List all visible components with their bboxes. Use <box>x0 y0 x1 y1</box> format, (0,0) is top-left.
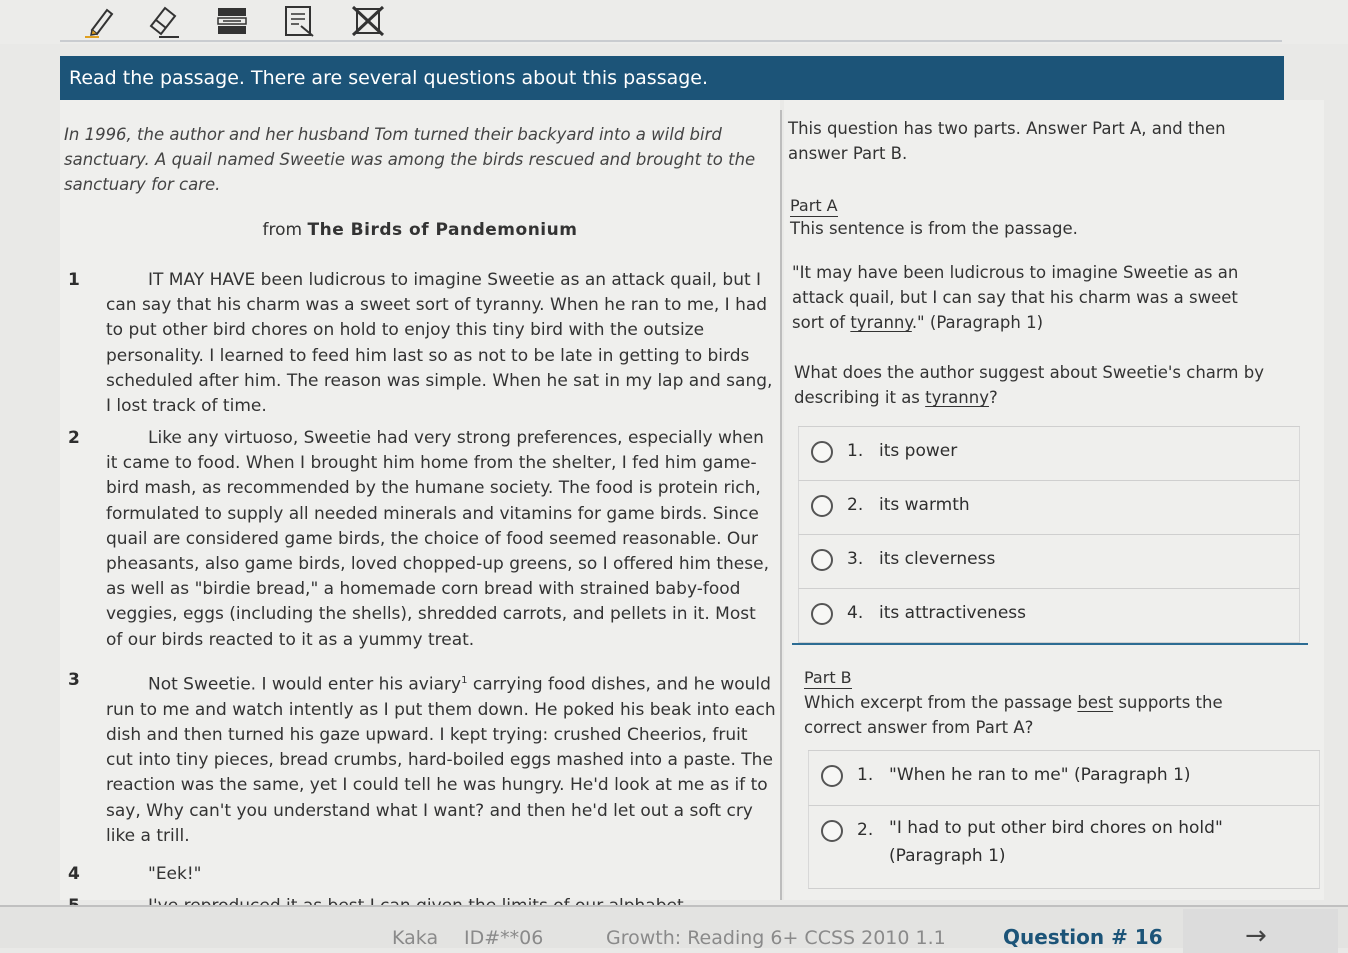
prompt-text: What does the author suggest about Sweetie's charm by describing it as <box>794 363 1264 407</box>
radio-button[interactable] <box>821 820 843 842</box>
option-text: its power <box>879 441 958 461</box>
radio-button[interactable] <box>811 441 833 463</box>
student-name: Kaka <box>392 927 439 949</box>
toolbar-divider <box>60 40 1282 42</box>
footer-bar <box>0 905 1348 951</box>
prompt-text: ? <box>988 388 998 407</box>
line-reader-icon[interactable] <box>212 2 252 40</box>
paragraph-text: IT MAY HAVE been ludicrous to imagine Sweetie as an attack quail, but I can say that his charm was a sweet sort of tyranny. When he ran to me, I had to put other bird chores on hold to enjoy this tiny bird with the outsize personality. I learned to feed him last so as not to be late in getting to birds scheduled after him. The reason was simple. When he sat in my lap and sang, I lost track of time. <box>106 270 773 417</box>
part-separator <box>792 643 1308 645</box>
strikethrough-icon[interactable] <box>348 2 388 40</box>
source-prefix: from <box>262 220 303 240</box>
pencil-icon[interactable] <box>80 2 120 40</box>
next-button[interactable] <box>1183 909 1338 953</box>
instructions-banner: Read the passage. There are several questions about this passage. <box>60 56 1284 100</box>
prompt-text: supports the correct answer from Part A? <box>804 693 1223 737</box>
footer-divider <box>0 905 1348 907</box>
part-b-option-2[interactable] <box>808 806 1320 889</box>
part-a-option-2[interactable] <box>798 481 1300 535</box>
part-b-option-1[interactable] <box>808 751 1320 806</box>
question-instructions: This question has two parts. Answer Part A, and then answer Part B. <box>788 119 1226 163</box>
passage-intro: In 1996, the author and her husband Tom turned their backyard into a wild bird sanctuary. A quail named Sweetie was among the birds rescued and brought to the sanctuary for care. <box>64 125 756 194</box>
paragraph-number: 3 <box>68 670 80 690</box>
option-text: its attractiveness <box>879 603 1027 623</box>
option-number: 3. <box>847 549 864 569</box>
part-b-options <box>808 750 1320 889</box>
test-id: ID#**06 <box>464 927 544 949</box>
paragraph-text <box>106 668 776 849</box>
quote-text: ." (Paragraph 1) <box>911 313 1044 332</box>
paragraph-number: 2 <box>68 428 80 448</box>
passage-source <box>60 220 780 240</box>
option-text: "I had to put other bird chores on hold" (Paragraph 1) <box>889 818 1223 866</box>
radio-button[interactable] <box>811 495 833 517</box>
radio-button[interactable] <box>811 603 833 625</box>
option-number: 4. <box>847 603 864 623</box>
part-b-prompt <box>804 690 1284 740</box>
notepad-icon[interactable] <box>280 2 320 40</box>
toolbar <box>0 0 1348 44</box>
prompt-keyword: best <box>1077 693 1114 712</box>
part-a-option-4[interactable] <box>798 589 1300 643</box>
question-number: Question # 16 <box>1003 925 1163 949</box>
quote-text: "It may have been ludicrous to imagine Sweetie as an attack quail, but I can say that his charm was a sweet sort of <box>792 263 1239 332</box>
part-a-options <box>798 426 1300 643</box>
option-number: 2. <box>847 495 864 515</box>
option-text: "When he ran to me" (Paragraph 1) <box>889 765 1191 785</box>
option-number: 2. <box>857 820 874 840</box>
paragraph-number: 4 <box>68 864 80 884</box>
paragraph-number: 1 <box>68 270 80 290</box>
paragraph-text-part: carrying food dishes, and he would run to me and watch intently as I put them down. He poked his beak into each dish and then turned his gaze upward. I kept trying: crushed Cheerios, fruit cut into tiny pieces, bread crumbs, hard-boiled eggs mashed into a paste. The reaction was the same, yet I could tell he was hungry. He'd look at me as if to say, Why can't you understand what I want? and then he'd let out a soft cry like a trill. <box>106 674 776 846</box>
prompt-text: Which excerpt from the passage <box>804 693 1078 712</box>
quote-keyword: tyranny <box>850 313 912 332</box>
paragraph-text: "Eek!" <box>148 864 202 884</box>
part-a-option-1[interactable] <box>798 427 1300 481</box>
paragraph-text: Like any virtuoso, Sweetie had very strong preferences, especially when it came to food. When I brought him home from the shelter, I fed him game-bird mash, as recommended by the humane society. The food is protein rich, formulated to supply all needed minerals and vitamins for game birds. Since quail are considered game birds, the choice of food seemed reasonable. Our pheasants, also game birds, loved chopped-up greens, so I offered him these, as well as "birdie bread," a homemade corn bread with strained baby-food veggies, eggs (including the shells), shredded carrots, and pellets in it. Most of our birds reacted to it as a yummy treat. <box>106 428 769 650</box>
part-b-label: Part B <box>804 668 852 687</box>
part-a-quote <box>792 260 1272 335</box>
option-number: 1. <box>847 441 864 461</box>
radio-button[interactable] <box>821 765 843 787</box>
panel-divider[interactable] <box>780 110 782 900</box>
part-a-label: Part A <box>790 196 838 215</box>
option-number: 1. <box>857 765 874 785</box>
question-panel <box>784 100 1324 900</box>
footnote-marker[interactable]: 1 <box>461 675 468 686</box>
radio-button[interactable] <box>811 549 833 571</box>
passage-panel[interactable] <box>60 100 780 900</box>
option-text: its warmth <box>879 495 970 515</box>
option-text: its cleverness <box>879 549 996 569</box>
part-a-lead: This sentence is from the passage. <box>790 219 1078 238</box>
part-a-prompt <box>794 360 1294 410</box>
test-name: Growth: Reading 6+ CCSS 2010 1.1 <box>606 927 946 949</box>
eraser-icon[interactable] <box>144 2 184 40</box>
arrow-right-icon: → <box>1245 921 1267 951</box>
prompt-keyword: tyranny <box>925 388 989 407</box>
part-a-option-3[interactable] <box>798 535 1300 589</box>
paragraph-text-part: Not Sweetie. I would enter his aviary <box>148 674 462 695</box>
source-title: The Birds of Pandemonium <box>307 220 578 240</box>
